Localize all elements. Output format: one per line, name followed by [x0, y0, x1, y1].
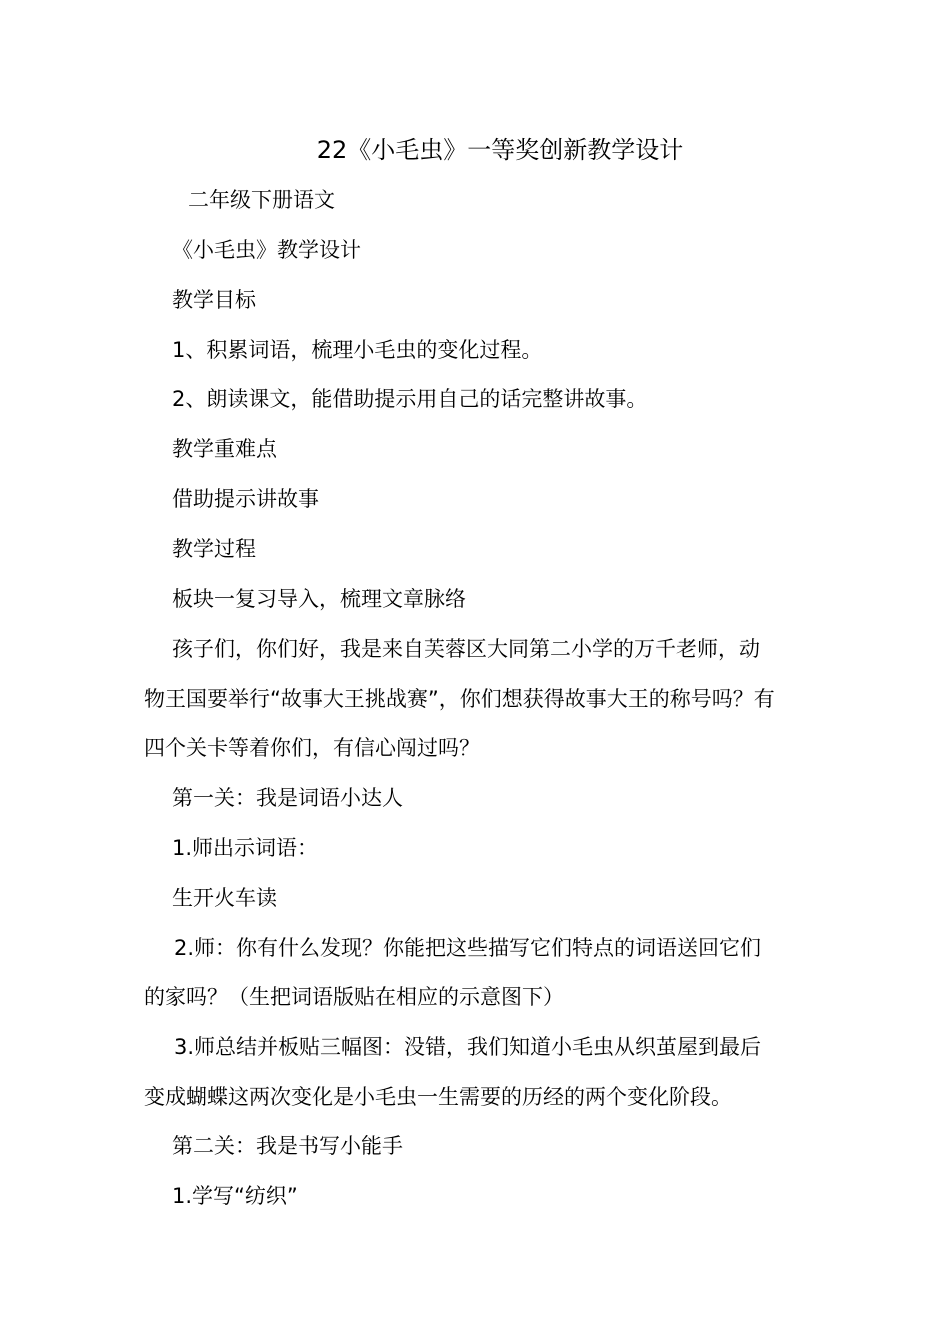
paragraph-subtitle: 《小毛虫》教学设计	[172, 238, 361, 262]
paragraph-intro-line: 孩子们，你们好，我是来自芙蓉区大同第二小学的万千老师，动	[172, 637, 760, 661]
paragraph-step: 1.师出示词语：	[172, 836, 319, 860]
paragraph-step-line: 3.师总结并板贴三幅图：没错，我们知道小毛虫从织茧屋到最后	[174, 1035, 762, 1059]
objective-item: 1、积累词语，梳理小毛虫的变化过程。	[172, 338, 543, 362]
paragraph-step-line: 的家吗？（生把词语版贴在相应的示意图下）	[144, 985, 564, 1009]
objective-item: 2、朗读课文，能借助提示用自己的话完整讲故事。	[172, 387, 648, 411]
heading-level-two: 第二关：我是书写小能手	[172, 1134, 403, 1158]
heading-key-points: 教学重难点	[172, 437, 277, 461]
heading-process: 教学过程	[172, 537, 256, 561]
heading-level-one: 第一关：我是词语小达人	[172, 786, 403, 810]
paragraph-step: 1.学写“纺织”	[172, 1184, 298, 1208]
paragraph-step-line: 变成蝴蝶这两次变化是小毛虫一生需要的历经的两个变化阶段。	[144, 1085, 732, 1109]
paragraph-key-points: 借助提示讲故事	[172, 487, 319, 511]
heading-section-one: 板块一复习导入，梳理文章脉络	[172, 587, 466, 611]
paragraph-step: 生开火车读	[172, 886, 277, 910]
heading-objectives: 教学目标	[172, 288, 256, 312]
paragraph-step-line: 2.师：你有什么发现？你能把这些描写它们特点的词语送回它们	[174, 936, 762, 960]
paragraph-intro-line: 物王国要举行“故事大王挑战赛”，你们想获得故事大王的称号吗？有	[144, 687, 775, 711]
paragraph-grade: 二年级下册语文	[188, 188, 335, 212]
paragraph-intro-line: 四个关卡等着你们，有信心闯过吗？	[144, 736, 480, 760]
document-title: 22《小毛虫》一等奖创新教学设计	[316, 136, 684, 164]
